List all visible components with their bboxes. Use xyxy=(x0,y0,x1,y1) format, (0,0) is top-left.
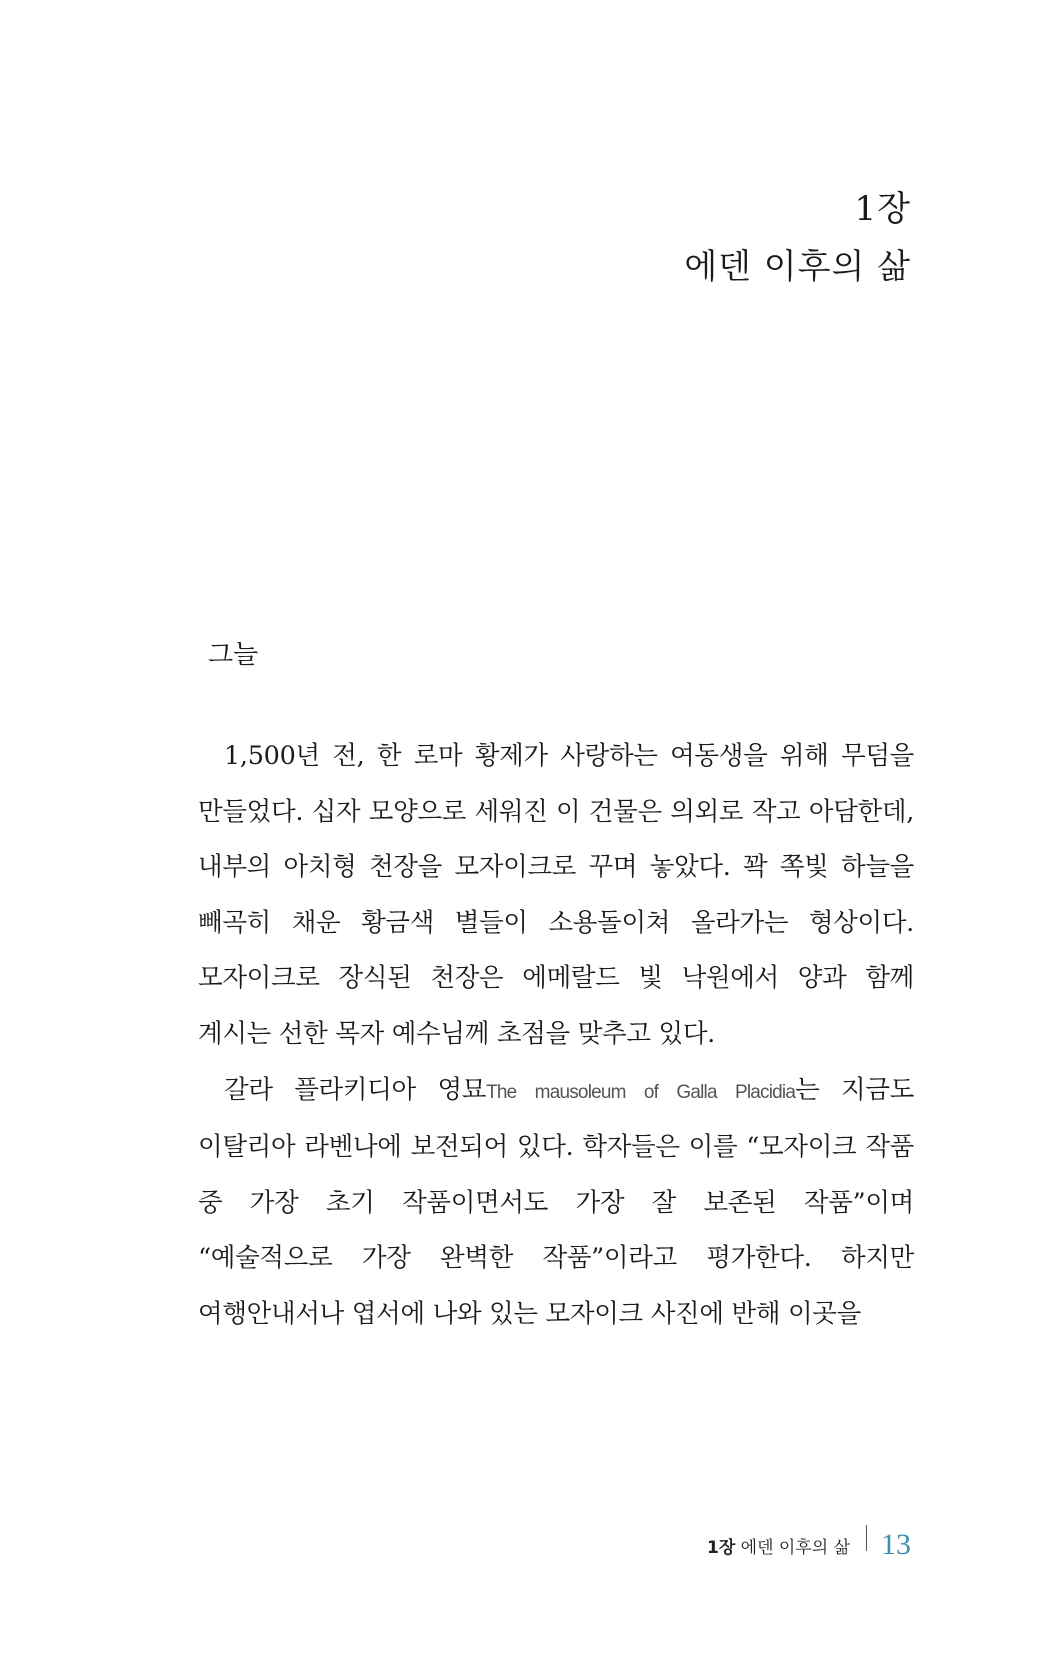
footer-divider xyxy=(866,1525,867,1551)
section-title: 그늘 xyxy=(208,640,259,670)
running-header xyxy=(707,1533,850,1558)
paragraph-2-lead: 갈라 플라키디아 영묘 xyxy=(224,1074,487,1105)
running-header-chapter-number: 1장 xyxy=(706,1537,736,1558)
paragraph-2 xyxy=(198,1063,914,1343)
english-annotation: The mausoleum of Galla Placidia xyxy=(486,1081,796,1103)
chapter-title: 에덴 이후의 삶 xyxy=(684,247,911,287)
page-number: 13 xyxy=(881,1528,911,1561)
paragraph-2-rest: 는 지금도 이탈리아 라벤나에 보전되어 있다. 학자들은 이를 “모자이크 작품 중 가장 초기 작품이면서도 가장 잘 보존된 작품”이며 “예술적으로 가장 완벽한 작품”이라고 평가한다. 하지만 여행안내서나 엽서에 나와 있는 모자이크 사진에 반해 이곳을 xyxy=(198,1074,914,1329)
running-header-chapter-title: 에덴 이후의 삶 xyxy=(740,1537,850,1558)
chapter-heading xyxy=(684,180,911,296)
page-footer xyxy=(707,1525,911,1565)
chapter-number: 1장 xyxy=(854,189,911,229)
body-text xyxy=(198,729,914,1343)
paragraph-1: 1,500년 전, 한 로마 황제가 사랑하는 여동생을 위해 무덤을 만들었다. 십자 모양으로 세워진 이 건물은 의외로 작고 아담한데, 내부의 아치형 천장을 모자이크로 꾸며 놓았다. 꽉 쪽빛 하늘을 빼곡히 채운 황금색 별들이 소용돌이쳐 올라가는 형상이다. 모자이크로 장식된 천장은 에메랄드 빛 낙원에서 양과 함께 계시는 선한 목자 예수님께 초점을 맞추고 있다. xyxy=(198,741,914,1049)
